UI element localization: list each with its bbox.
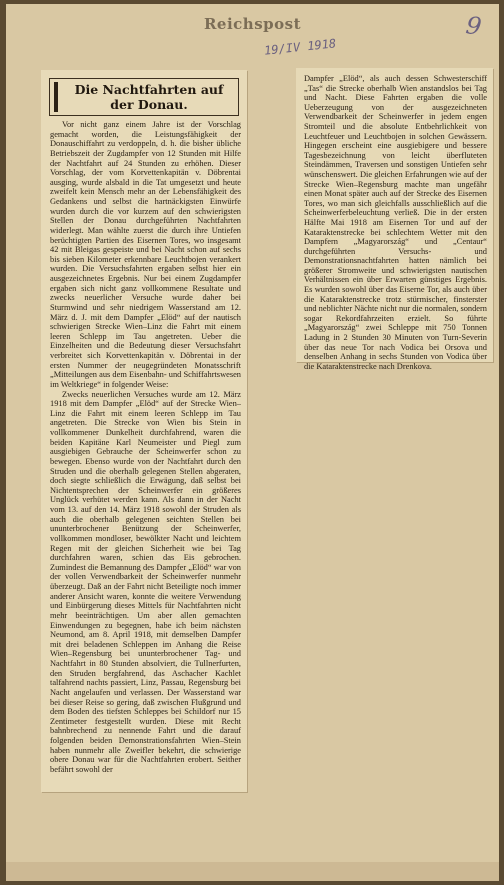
masthead (6, 14, 499, 33)
newspaper-name: Reichspost (203, 15, 302, 33)
article-clipping-left (41, 70, 247, 792)
article-paragraph: Zwecks neuerlichen Versuches wurde am 12. März 1918 mit dem Dampfer „Elöd“ auf der Strecke Wien–Linz die Fahrt mit einem leeren Schlepp im Tau angetreten. Die Strecke von Wien bis Stein in vollkommener Dunkelheit durchfahrend, waren die beiden Kapitäne Karl Neumeister und Piegl zum ausgiebigen Gebrauche der Scheinwerfer schon zu bewegen. Ebenso wurde von der Nachtfahrt durch den Struden und die oberhalb gelegenen Stellen abgeraten, doch siegte schließlich die Erwägung, daß selbst bei Nichtentsprechen der Scheinwerfer ein größeres Unglück verhütet werden kann. Als dann in der Nacht vom 13. auf den 14. März 1918 sowohl der Struden als auch die oberhalb gelegenen seichten Stellen bei ununterbrochener Benützung der Scheinwerfer, vollkommen mondloser, bewölkter Nacht und leichtem Regen mit der gleichen Sicherheit wie bei Tag durchfahren waren, schien das Eis gebrochen. Zumindest die Bemannung des Dampfer „Elöd“ war von der vollen Verwendbarkeit der Scheinwerfer nunmehr überzeugt. Daß an der Fahrt nicht Beteiligte noch immer anderer Ansicht waren, konnte die weitere Verwendung und Einbürgerung dieses Mittels für Nachtfahrten nicht mehr beeinträchtigen. Um aber allen gemachten Einwendungen zu begegnen, habe ich beim nächsten Neumond, am 8. April 1918, mit demselben Dampfer mit drei beladenen Schleppen im Anhang die Reise Wien–Regensburg bei ununterbrochener Tag- und Nachtfahrt in 80 Stunden absolviert, die Tullnerfurten, den Struden bergfahrend, das Aschacher Kachlet talfahrend nachts passiert, Linz, Passau, Regensburg bei Nacht angelaufen und verlassen. Der Wasserstand war bei dieser Reise so gering, daß zwischen Flußgrund und dem Boden des tiefsten Schleppes bei Schildorf nur 15 Zentimeter festgestellt wurden. Diese mit Recht bahnbrechend zu nennende Fahrt und die darauf folgenden beiden Demonstrationsfahrten Wien–Stein haben nunmehr alle Zweifler bekehrt, die schwierige obere Donau war für die Nachtfahrten erobert. Seither befährt sowohl der (50, 389, 241, 774)
headline-box (49, 78, 239, 116)
article-paragraph: Dampfer „Elöd“, als auch dessen Schwesterschiff „Tas“ die Strecke oberhalb Wien anstandslos bei Tag und Nacht. Diese Fahrten ergaben die volle Ueberzeugung von der ausgezeichneten Verwendbarkeit der Scheinwerfer in jedem engen Stromteil und die absolute Entbehrlichkeit von Leuchtfeuer und Leuchtbojen in solchen Gewässern. Hingegen erscheint eine ausgiebigere und bessere Tagesbezeichnung von leicht überfluteten Steindämmen, Traversen und sonstigen Untiefen sehr wünschenswert. Die gleichen Erfahrungen wie auf der Strecke Wien–Regensburg machte man ungefähr einen Monat später auch auf der Strecke des Eisernen Tores, wo man sich gleichfalls ausschließlich auf die Scheinwerferbeleuchtung verließ. Die in der ersten Hälfte Mai 1918 am Eisernen Tor und auf der Kataraktenstrecke bei schlechtem Wetter mit den Dampfern „Magyarország“ und „Centaur“ durchgeführten Versuchs- und Demonstrationsnachtfahrten hatten nämlich bei größerer Stromweite und schwierigsten nautischen Verhältnissen ein über Erwarten günstiges Ergebnis. Es wurden sowohl über das Eiserne Tor, als auch über die Kataraktenstrecke trotz stürmischer, finsterster und neblichter Nächte nicht nur die normalen, sondern sogar Rekordfahrzeiten erzielt. So führte „Magyarország“ zwei Schleppe mit 750 Tonnen Ladung in 2 Stunden 30 Minuten von Turn-Severin über das neue Tor nach Vodica bei Orsova und denselben Anhang in sechs Stunden von Vodica über die Kataraktenstrecke nach Drenkova. (304, 74, 487, 371)
headline-rule (54, 82, 58, 112)
article-headline: Die Nachtfahrten auf der Donau. (74, 82, 224, 112)
sheet-bottom-edge (6, 862, 499, 881)
archive-sheet (6, 4, 499, 881)
article-column-right (296, 68, 493, 371)
article-clipping-right (296, 68, 493, 371)
article-paragraph: Vor nicht ganz einem Jahre ist der Vorschlag gemacht worden, die Leistungsfähigkeit der Donauschiffahrt zu verdoppeln, d. h. die bisher übliche Betriebszeit der Zugdampfer von 12 Stunden mit Hilfe der Nachtfahrt auf 24 Stunden zu erhöhen. Dieser Vorschlag, der vom Korvettenkapitän v. Döbrentai ausging, wurde alsbald in die Tat umgesetzt und heute zweifelt kein Mensch mehr an der Lebensfähigkeit des Gedankens und selbst die hartnäckigsten Einwürfe wurden durch die vor kurzem auf den schwierigsten Stellen der Donau durchgeführten Nachtfahrten widerlegt. Man wählte zuerst die durch ihre Untiefen berüchtigten Partien des Eisernen Tores, wo insgesamt 42 mit Bleigas gespeiste und bei Nacht schon auf sechs bis sieben Kilometer erkennbare Leuchtbojen verankert wurden. Die Versuchsfahrten ergaben selbst hier ein ausgezeichnetes Ergebnis. Nur bei einem Zugdampfer ergaben sich nicht ganz vollkommene Resultate und zwecks neuerlicher Versuche wurde daher bei Sturmwind und sehr niedrigem Wasserstand am 12. März d. J. mit dem Dampfer „Elöd“ auf der nautisch schwierigen Strecke Wien–Linz die Fahrt mit einem leeren Schlepp im Tau angetreten. Ueber die Einzelheiten und die Bedeutung dieser Versuchsfahrt verbreitet sich Korvettenkapitän v. Döbrentai in der ersten Nummer der neugegründeten Monatsschrift „Mitteilungen aus dem Eisenbahn- und Schiffahrtswesen im Weltkriege“ in folgender Weise: (50, 120, 241, 389)
handwritten-page-number: 9 (463, 11, 483, 41)
article-column-left (41, 120, 247, 775)
handwritten-date: 19/IV 1918 (263, 36, 337, 58)
